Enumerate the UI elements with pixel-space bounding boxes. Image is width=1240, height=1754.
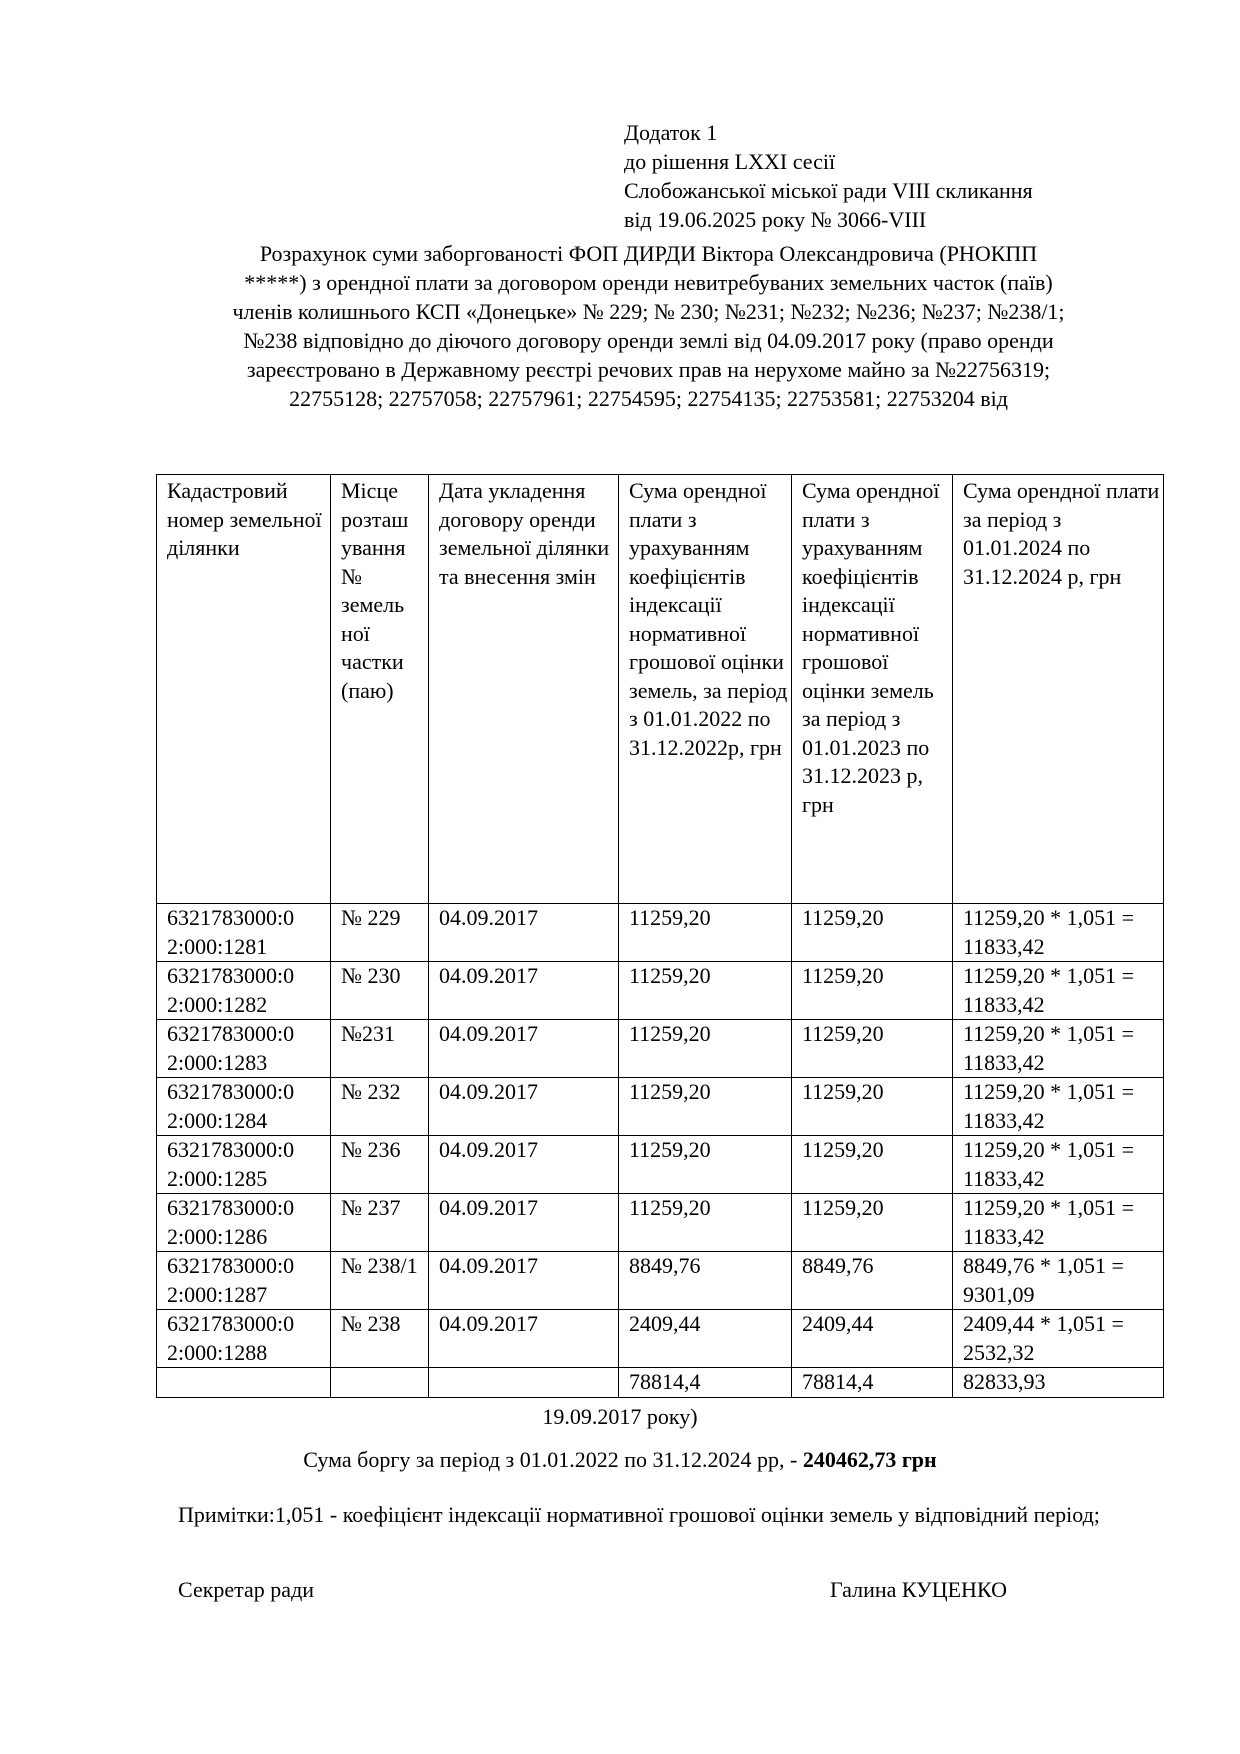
cell-rent-2023: 11259,20: [792, 1136, 953, 1194]
cell-share-number: № 238/1: [331, 1252, 429, 1310]
table-row: [157, 1136, 1164, 1194]
cell-total-2022: 78814,4: [619, 1368, 792, 1398]
header-rent-2023: Сума орендної плати з урахуванням коефіцієнтів індексації нормативної грошової оцінки земель за період з 01.01.2023 по 31.12.2023 р, грн: [792, 475, 953, 904]
cell-cadastral-number: 6321783000:0 2:000:1288: [157, 1310, 331, 1368]
title-line: №238 відповідно до діючого договору оренди землі від 04.09.2017 року (право оренди: [243, 328, 1054, 353]
header-share-location: Місце розташ ування № земель ної частки (паю): [331, 475, 429, 904]
cell-cadastral-number: 6321783000:0 2:000:1286: [157, 1194, 331, 1252]
title-continuation: 19.09.2017 року): [542, 1404, 698, 1429]
table-row: [157, 904, 1164, 962]
appendix-header: [624, 118, 1033, 234]
cell-rent-2022: 11259,20: [619, 1194, 792, 1252]
cell-contract-date: 04.09.2017: [429, 904, 619, 962]
title-line: *****) з орендної плати за договором оренди невитребуваних земельних часток (паїв): [244, 270, 1053, 295]
cell-cadastral-number: 6321783000:0 2:000:1284: [157, 1078, 331, 1136]
appendix-line: від 19.06.2025 року № 3066-VIII: [624, 207, 927, 232]
notes: Примітки:1,051 - коефіцієнт індексації нормативної грошової оцінки земель у відповідний період;: [178, 1502, 1100, 1527]
cell-rent-2024: 11259,20 * 1,051 = 11833,42: [953, 1194, 1164, 1252]
cell-cadastral-number: 6321783000:0 2:000:1285: [157, 1136, 331, 1194]
cell-rent-2024: 2409,44 * 1,051 = 2532,32: [953, 1310, 1164, 1368]
cell-cadastral-number: 6321783000:0 2:000:1282: [157, 962, 331, 1020]
title-line: членів колишнього КСП «Донецьке» № 229; № 230; №231; №232; №236; №237; №238/1;: [232, 299, 1065, 324]
title-line: зареєстровано в Державному реєстрі речових прав на нерухоме майно за №22756319;: [246, 357, 1051, 382]
cell-rent-2024: 8849,76 * 1,051 = 9301,09: [953, 1252, 1164, 1310]
cell-share-number: № 236: [331, 1136, 429, 1194]
cell-rent-2022: 2409,44: [619, 1310, 792, 1368]
cell-contract-date: 04.09.2017: [429, 1194, 619, 1252]
cell-contract-date: 04.09.2017: [429, 1136, 619, 1194]
cell-total-2023: 78814,4: [792, 1368, 953, 1398]
cell-share-number: № 230: [331, 962, 429, 1020]
rent-table: [156, 474, 1164, 1398]
cell-rent-2024: 11259,20 * 1,051 = 11833,42: [953, 904, 1164, 962]
appendix-line: до рішення LXXI сесії: [624, 149, 836, 174]
cell-contract-date: 04.09.2017: [429, 1020, 619, 1078]
debt-summary: [0, 1447, 1240, 1473]
table-row: [157, 1078, 1164, 1136]
cell-total-empty: [157, 1368, 331, 1398]
cell-rent-2023: 11259,20: [792, 1078, 953, 1136]
table-row: [157, 1020, 1164, 1078]
cell-rent-2023: 11259,20: [792, 904, 953, 962]
cell-share-number: № 237: [331, 1194, 429, 1252]
table-total-row: [157, 1368, 1164, 1398]
cell-share-number: № 232: [331, 1078, 429, 1136]
table-row: [157, 1310, 1164, 1368]
cell-rent-2023: 11259,20: [792, 1020, 953, 1078]
cell-share-number: №231: [331, 1020, 429, 1078]
title-line: 22755128; 22757058; 22757961; 22754595; 22754135; 22753581; 22753204 від: [289, 386, 1008, 411]
cell-rent-2024: 11259,20 * 1,051 = 11833,42: [953, 1078, 1164, 1136]
header-rent-2022: Сума орендної плати з урахуванням коефіцієнтів індексації нормативної грошової оцінки земель, за період з 01.01.2022 по 31.12.2022р, грн: [619, 475, 792, 904]
signature-position: Секретар ради: [178, 1577, 315, 1602]
cell-rent-2023: 8849,76: [792, 1252, 953, 1310]
cell-rent-2023: 2409,44: [792, 1310, 953, 1368]
cell-rent-2024: 11259,20 * 1,051 = 11833,42: [953, 1020, 1164, 1078]
appendix-line: Слобожанської міської ради VIII скликання: [624, 178, 1033, 203]
cell-rent-2024: 11259,20 * 1,051 = 11833,42: [953, 962, 1164, 1020]
signature-name: Галина КУЦЕНКО: [830, 1577, 1007, 1602]
cell-cadastral-number: 6321783000:0 2:000:1283: [157, 1020, 331, 1078]
table-header-row: [157, 475, 1164, 904]
cell-contract-date: 04.09.2017: [429, 1078, 619, 1136]
cell-contract-date: 04.09.2017: [429, 962, 619, 1020]
cell-rent-2022: 11259,20: [619, 904, 792, 962]
cell-cadastral-number: 6321783000:0 2:000:1287: [157, 1252, 331, 1310]
cell-rent-2022: 11259,20: [619, 1136, 792, 1194]
cell-contract-date: 04.09.2017: [429, 1252, 619, 1310]
cell-total-empty: [429, 1368, 619, 1398]
table-row: [157, 1252, 1164, 1310]
cell-share-number: № 238: [331, 1310, 429, 1368]
table-row: [157, 1194, 1164, 1252]
debt-label: Сума боргу за період з 01.01.2022 по 31.12.2024 рр, -: [303, 1447, 803, 1472]
cell-share-number: № 229: [331, 904, 429, 962]
document-title: [156, 239, 1141, 413]
cell-contract-date: 04.09.2017: [429, 1310, 619, 1368]
cell-total-2024: 82833,93: [953, 1368, 1164, 1398]
title-line: Розрахунок суми заборгованості ФОП ДИРДИ Віктора Олександровича (РНОКПП: [259, 241, 1038, 266]
header-rent-2024: Сума орендної плати за період з 01.01.2024 по 31.12.2024 р, грн: [953, 475, 1164, 904]
table-row: [157, 962, 1164, 1020]
cell-rent-2023: 11259,20: [792, 962, 953, 1020]
cell-rent-2022: 11259,20: [619, 1020, 792, 1078]
cell-rent-2023: 11259,20: [792, 1194, 953, 1252]
header-cadastral-number: Кадастровий номер земельної ділянки: [157, 475, 331, 904]
cell-rent-2022: 11259,20: [619, 1078, 792, 1136]
header-contract-date: Дата укладення договору оренди земельної ділянки та внесення змін: [429, 475, 619, 904]
appendix-line: Додаток 1: [624, 120, 718, 145]
cell-rent-2022: 11259,20: [619, 962, 792, 1020]
cell-rent-2022: 8849,76: [619, 1252, 792, 1310]
cell-rent-2024: 11259,20 * 1,051 = 11833,42: [953, 1136, 1164, 1194]
cell-cadastral-number: 6321783000:0 2:000:1281: [157, 904, 331, 962]
cell-total-empty: [331, 1368, 429, 1398]
debt-amount: 240462,73 грн: [802, 1447, 937, 1472]
